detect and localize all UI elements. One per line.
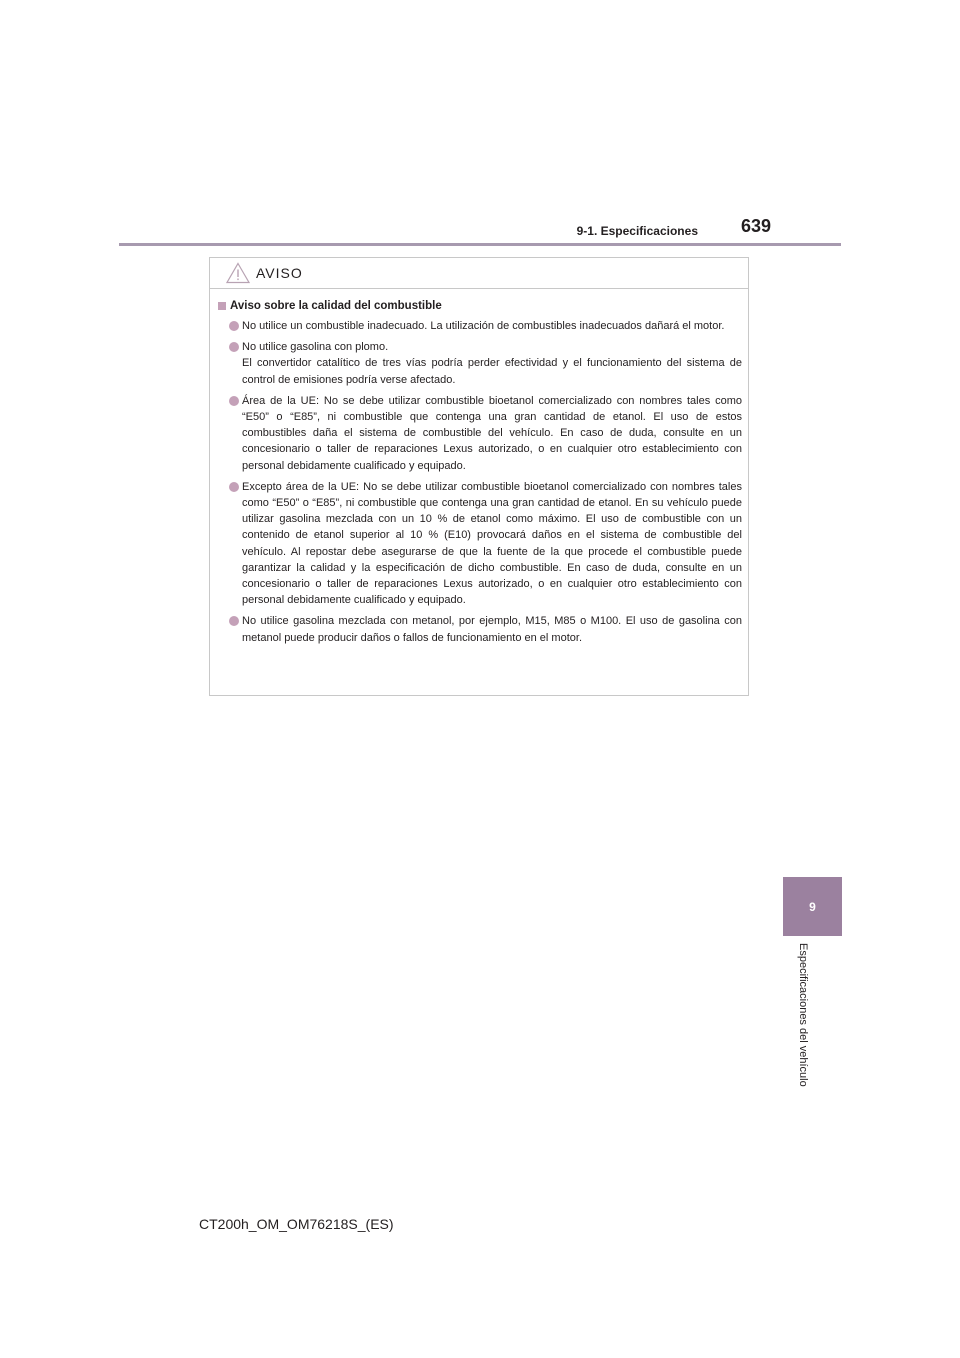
chapter-label: Especificaciones del vehículo xyxy=(797,943,809,1087)
list-item xyxy=(218,479,742,609)
warning-header xyxy=(210,258,748,289)
bullet-icon xyxy=(229,321,239,331)
list-item xyxy=(218,393,742,474)
warning-body xyxy=(210,289,748,646)
list-item-text: No utilice gasolina con plomo. xyxy=(242,341,389,354)
warning-triangle-icon xyxy=(226,262,250,284)
section-title: 9-1. Especificaciones xyxy=(576,224,698,238)
list-item-text: Excepto área de la UE: No se debe utilizar combustible bioetanol comercializado con nombres tales como “E50” o “E85”, ni combustible que contenga una gran cantidad de etanol. En su vehículo puede utilizar gasolina mezclada con un 10 % de etanol como máximo. El uso de combustible con un contenido de etanol superior al 10 % (E10) provocará daños en el sistema de combustible del vehículo. Al repostar debe asegurarse de que la fuente de la que procede el combustible puede garantizar la calidad y la especificación de dicho combustible. En caso de duda, consulte en un concesionario o taller de reparaciones Lexus autorizado, o en cualquier otro establecimiento con personal debidamente cualificado y equipado. xyxy=(242,480,742,607)
bullet-icon xyxy=(229,396,239,406)
chapter-tab xyxy=(783,877,842,936)
bullet-icon xyxy=(229,482,239,492)
list-item xyxy=(218,318,742,334)
bullet-icon xyxy=(229,342,239,352)
list-item xyxy=(218,339,742,388)
header-rule xyxy=(119,243,841,246)
warning-topic xyxy=(218,300,742,312)
warning-topic-text: Aviso sobre la calidad del combustible xyxy=(230,300,442,312)
document-code: CT200h_OM_OM76218S_(ES) xyxy=(199,1216,394,1232)
list-item-text: Área de la UE: No se debe utilizar combustible bioetanol comercializado con nombres tales como “E50” o “E85”, ni combustible que contenga una gran cantidad de etanol. El uso de estos combustibles daña el sistema de combustible del vehículo. En caso de duda, consulte en un concesionario o taller de reparaciones Lexus autorizado, o en cualquier otro establecimiento con personal debidamente cualificado y equipado. xyxy=(242,394,742,472)
list-item-text-continued: El convertidor catalítico de tres vías podría perder efectividad y el funcionamiento del sistema de control de emisiones podría verse afectado. xyxy=(242,357,742,386)
list-item-text: No utilice gasolina mezclada con metanol, por ejemplo, M15, M85 o M100. El uso de gasolina con metanol puede producir daños o fallos de funcionamiento en el motor. xyxy=(242,615,742,644)
page-number: 639 xyxy=(741,216,772,236)
chapter-number: 9 xyxy=(809,899,816,914)
page-header xyxy=(0,0,960,250)
square-bullet-icon xyxy=(218,302,226,310)
warning-box xyxy=(209,257,749,696)
list-item-text: No utilice un combustible inadecuado. La utilización de combustibles inadecuados dañará el motor. xyxy=(242,320,725,332)
bullet-icon xyxy=(229,616,239,626)
warning-title: AVISO xyxy=(256,265,303,281)
list-item xyxy=(218,613,742,645)
warning-list xyxy=(218,318,742,646)
